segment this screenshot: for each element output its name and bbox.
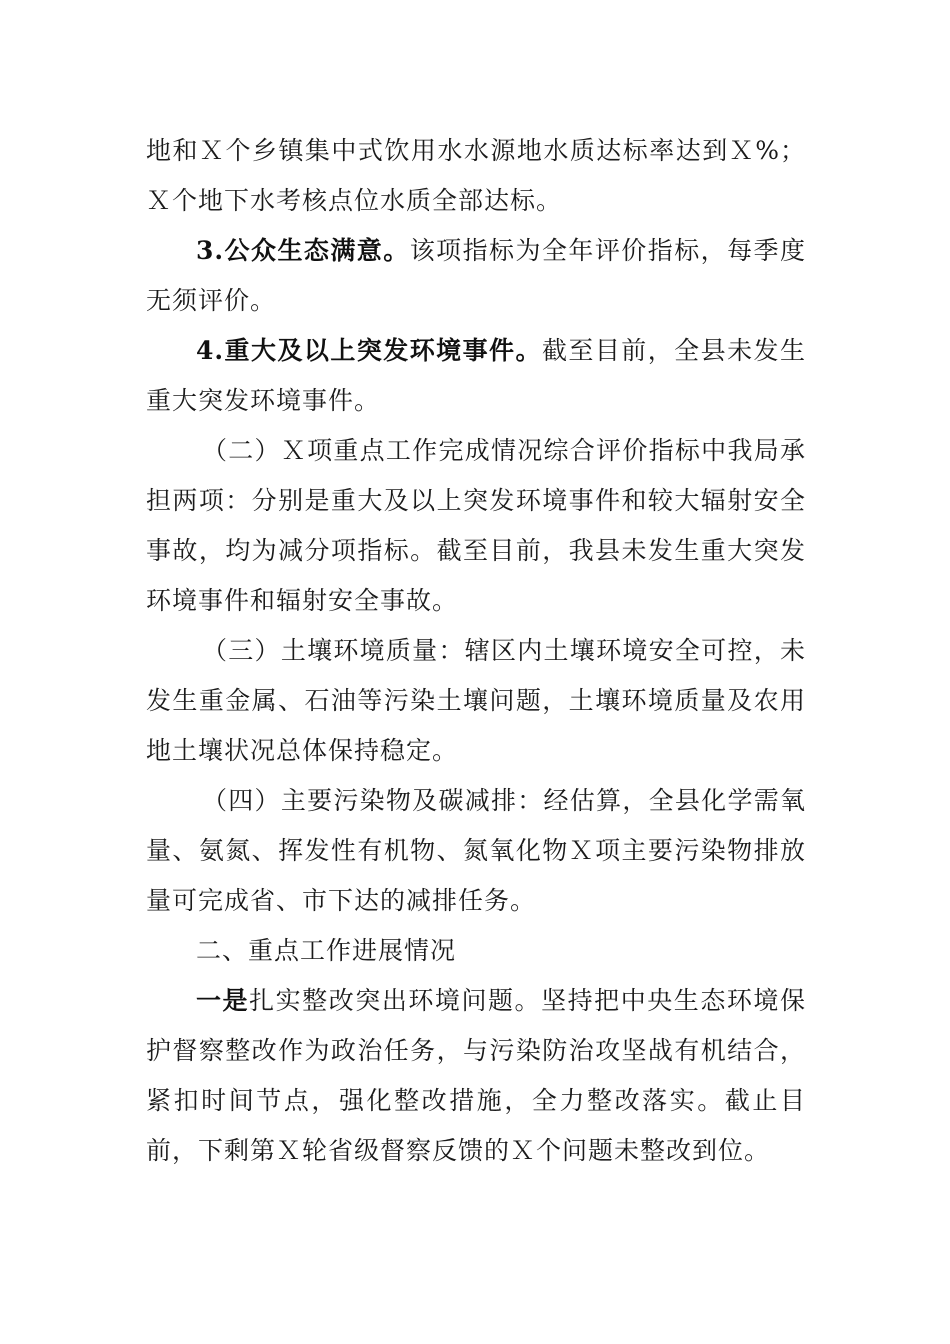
paragraph-heading: 4.重大及以上突发环境事件。 <box>196 336 542 365</box>
section-heading-progress <box>146 926 806 976</box>
paragraph-text: 该项指标为全年评价指标，每季度无须评价。 <box>146 236 806 315</box>
document-body <box>146 126 806 1176</box>
paragraph-soil-quality <box>146 626 806 776</box>
paragraph-heading: 3.公众生态满意。 <box>196 236 410 265</box>
paragraph-public-satisfaction <box>146 226 806 326</box>
paragraph-major-incidents <box>146 326 806 426</box>
paragraph-text: （四）主要污染物及碳减排：经估算，全县化学需氧量、氨氮、挥发性有机物、氮氧化物Ｘ项主要污染物排放量可完成省、市下达的减排任务。 <box>146 786 806 915</box>
paragraph-heading: 一是 <box>196 986 250 1015</box>
paragraph-emission-reduction <box>146 776 806 926</box>
section-title: 二、重点工作进展情况 <box>196 936 457 965</box>
paragraph-rectification <box>146 976 806 1176</box>
paragraph-text: （三）土壤环境质量：辖区内土壤环境安全可控，未发生重金属、石油等污染土壤问题，土壤环境质量及农用地土壤状况总体保持稳定。 <box>146 636 806 765</box>
paragraph-key-work-evaluation <box>146 426 806 626</box>
paragraph-text: 截至目前，全县未发生重大突发环境事件。 <box>146 336 806 415</box>
paragraph-text: （二）Ｘ项重点工作完成情况综合评价指标中我局承担两项：分别是重大及以上突发环境事件和较大辐射安全事故，均为减分项指标。截至目前，我县未发生重大突发环境事件和辐射安全事故。 <box>146 436 806 615</box>
paragraph-text: 扎实整改突出环境问题。坚持把中央生态环境保护督察整改作为政治任务，与污染防治攻坚战有机结合，紧扣时间节点，强化整改措施，全力整改落实。截止目前，下剩第Ｘ轮省级督察反馈的Ｘ个问题未整改到位。 <box>146 986 806 1165</box>
paragraph-text: 地和Ｘ个乡镇集中式饮用水水源地水质达标率达到Ｘ%；Ｘ个地下水考核点位水质全部达标。 <box>146 136 806 215</box>
paragraph-water-quality <box>146 126 806 226</box>
